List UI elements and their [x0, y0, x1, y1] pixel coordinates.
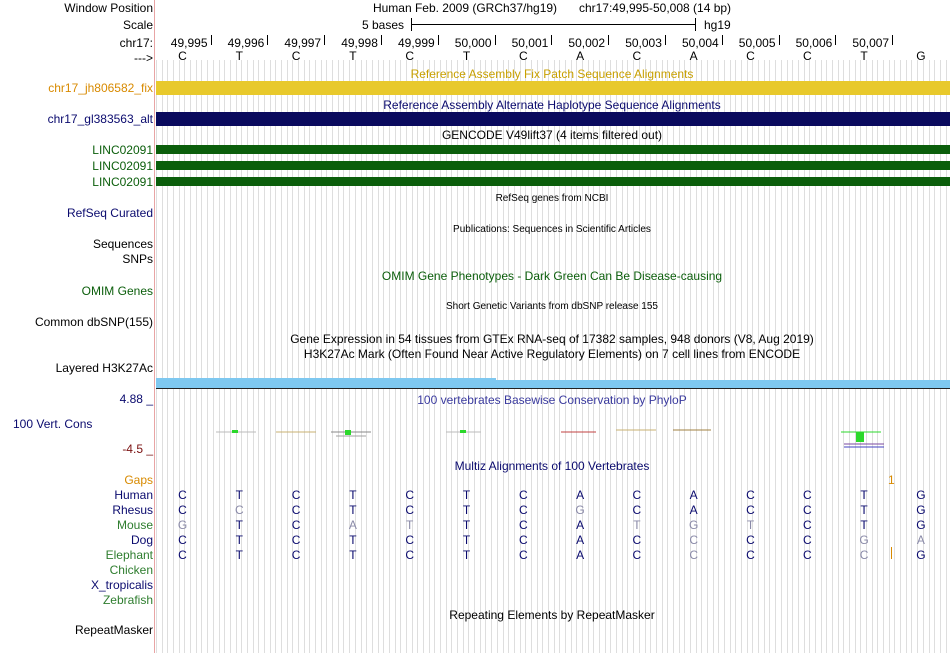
multiz-title[interactable]: Multiz Alignments of 100 Vertebrates [454, 459, 650, 473]
ruler-tick-mark [381, 35, 382, 45]
gtex-title[interactable]: Gene Expression in 54 tissues from GTEx RNA-seq of 17382 samples, 948 donors (V8, Aug 2019) [290, 332, 814, 346]
ruler-tick-label: 50,006 [795, 36, 833, 50]
db-label: hg19 [704, 18, 731, 32]
alignment-base: G [916, 488, 926, 502]
gaps-value: 1 [888, 473, 895, 487]
ruler-tick-mark [267, 35, 268, 45]
scale-label: Scale [122, 18, 153, 32]
ruler-tick-mark [892, 35, 893, 45]
gencode-title[interactable]: GENCODE V49lift37 (4 items filtered out) [441, 128, 663, 142]
h3k27ac-title[interactable]: H3K27Ac Mark (Often Found Near Active Regulatory Elements) on 7 cell lines from ENCODE [303, 347, 801, 361]
alignment-base: C [178, 488, 187, 502]
scale-bar-left-end [411, 18, 412, 31]
ruler-tick-label: 50,007 [852, 36, 890, 50]
ruler-tick-mark [608, 35, 609, 45]
alignment-base: C [518, 503, 528, 517]
reference-base: A [576, 49, 585, 63]
alignment-base: C [405, 488, 415, 502]
species-label-x_tropicalis[interactable]: X_tropicalis [90, 578, 153, 592]
fix-patch-title[interactable]: Reference Assembly Fix Patch Sequence Alignments [410, 67, 694, 81]
phylop-title[interactable]: 100 vertebrates Basewise Conservation by PhyloP [417, 393, 687, 407]
alignment-base: A [348, 518, 357, 532]
alignment-base: T [349, 503, 357, 517]
chrom-label: chr17: [119, 36, 153, 50]
species-label-elephant[interactable]: Elephant [105, 548, 153, 562]
species-label-mouse[interactable]: Mouse [116, 518, 153, 532]
reference-base: T [235, 49, 243, 63]
alignment-base: C [632, 503, 642, 517]
alignment-base: C [291, 488, 301, 502]
alignment-base: C [234, 503, 244, 517]
gaps-label[interactable]: Gaps [124, 473, 153, 487]
alignment-base: C [802, 488, 812, 502]
reference-base: C [518, 49, 528, 63]
alignment-base: C [405, 533, 415, 547]
scale-bar-right-end [695, 18, 696, 31]
alignment-base: C [178, 533, 187, 547]
alignment-base: T [462, 518, 471, 532]
sequences-label[interactable]: Sequences [92, 237, 153, 251]
reference-base: C [802, 49, 812, 63]
alignment-base: T [462, 533, 471, 547]
alignment-base: C [689, 548, 699, 562]
ruler-tick-label: 50,002 [568, 36, 606, 50]
alignment-base: T [349, 488, 357, 502]
phylop-plot[interactable] [156, 410, 950, 455]
alignment-base: C [291, 548, 301, 562]
alignment-base: A [576, 548, 585, 562]
dbsnp-title[interactable]: Short Genetic Variants from dbSNP release 155 [446, 301, 658, 312]
label-divider [154, 0, 155, 653]
alignment-base: C [802, 503, 812, 517]
gencode-item-label-3[interactable]: LINC02091 [92, 175, 153, 189]
alt-haplotype-label[interactable]: chr17_gl383563_alt [47, 112, 153, 126]
dbsnp-label[interactable]: Common dbSNP(155) [34, 315, 153, 329]
reference-base: C [405, 49, 415, 63]
ruler-tick-label: 49,997 [284, 36, 322, 50]
ruler-tick-mark [324, 35, 325, 45]
alignment-base: T [860, 518, 868, 532]
strand-arrow-label[interactable]: ---> [134, 51, 153, 65]
ruler-tick-mark [551, 35, 552, 45]
h3k27ac-signal-high[interactable] [156, 378, 496, 388]
fix-patch-label[interactable]: chr17_jh806582_fix [48, 81, 153, 95]
scale-bar [411, 24, 696, 25]
alignment-base: C [178, 503, 187, 517]
alignment-base: C [518, 488, 528, 502]
alignment-base: A [689, 503, 698, 517]
alignment-base: G [916, 548, 926, 562]
alignment-base: C [178, 548, 187, 562]
refseq-title[interactable]: RefSeq genes from NCBI [495, 193, 609, 204]
ruler-tick-label: 49,998 [341, 36, 378, 50]
alignment-base: C [291, 518, 301, 532]
alignment-base: C [746, 503, 755, 517]
species-label-rhesus[interactable]: Rhesus [112, 503, 153, 517]
repeatmasker-label[interactable]: RepeatMasker [74, 623, 153, 637]
h3k27ac-baseline [156, 388, 950, 389]
reference-base: C [291, 49, 301, 63]
reference-base: T [349, 49, 357, 63]
alignment-base: T [462, 503, 471, 517]
alignment-base: C [291, 503, 301, 517]
alignment-base: T [406, 518, 414, 532]
vert-cons-label[interactable]: 100 Vert. Cons [13, 417, 93, 431]
ruler-tick-label: 50,003 [625, 36, 662, 50]
alignment-base: G [859, 533, 869, 547]
alignment-base: A [576, 518, 585, 532]
ruler-tick-mark [835, 35, 836, 45]
fix-patch-bar[interactable] [156, 81, 950, 95]
alignment-base: C [859, 548, 869, 562]
species-label-zebrafish[interactable]: Zebrafish [102, 593, 153, 607]
alignment-base: C [746, 548, 755, 562]
reference-base: T [860, 49, 868, 63]
alignment-base: G [916, 518, 926, 532]
phylop-peak-1 [232, 430, 238, 433]
alignment-base: C [632, 488, 642, 502]
alignment-base: T [860, 503, 868, 517]
ruler-tick-label: 49,996 [227, 36, 265, 50]
alignment-base: G [575, 503, 585, 517]
species-label-chicken[interactable]: Chicken [109, 563, 153, 577]
scale-text: 5 bases [362, 18, 405, 32]
h3k27ac-signal-low[interactable] [496, 380, 950, 388]
alignment-base: C [802, 533, 812, 547]
reference-base: T [462, 49, 471, 63]
alignment-base: C [689, 533, 699, 547]
alignment-base: A [916, 533, 925, 547]
alignment-base: T [462, 488, 471, 502]
species-label-dog[interactable]: Dog [130, 533, 153, 547]
gencode-item-label-1[interactable]: LINC02091 [92, 143, 153, 157]
alt-haplotype-title[interactable]: Reference Assembly Alternate Haplotype Sequence Alignments [383, 98, 721, 112]
omim-title[interactable]: OMIM Gene Phenotypes - Dark Green Can Be Disease-causing [381, 269, 723, 283]
ruler-tick-label: 49,999 [397, 36, 435, 50]
alignment-base: G [916, 503, 926, 517]
alignment-base: T [349, 533, 357, 547]
gencode-item-bar-2[interactable] [156, 161, 950, 170]
ruler-tick-label: 50,004 [681, 36, 719, 50]
alignment-base: T [235, 533, 243, 547]
alignment-base: C [632, 533, 642, 547]
alignment-base: C [405, 548, 415, 562]
alignment-base: C [632, 548, 642, 562]
alignment-base: C [518, 518, 528, 532]
alignment-base: T [633, 518, 641, 532]
publications-title[interactable]: Publications: Sequences in Scientific Articles [453, 224, 651, 235]
gap-insert-mark [891, 547, 892, 559]
alignment-base: T [235, 488, 243, 502]
assembly-name: Human Feb. 2009 (GRCh37/hg19) [372, 1, 558, 15]
reference-base: C [178, 49, 187, 63]
alignment-base: T [860, 488, 868, 502]
repeatmasker-title[interactable]: Repeating Elements by RepeatMasker [449, 608, 655, 622]
reference-base: A [689, 49, 698, 63]
species-label-human[interactable]: Human [114, 488, 153, 502]
alignment-base: C [802, 548, 812, 562]
alignment-base: C [518, 533, 528, 547]
gencode-item-label-2[interactable]: LINC02091 [92, 159, 153, 173]
alignment-base: A [576, 488, 585, 502]
alt-haplotype-bar[interactable] [156, 112, 950, 126]
alignment-base: T [235, 548, 243, 562]
phylop-peak-8 [856, 432, 864, 442]
ruler-tick-mark [211, 35, 212, 45]
reference-base: C [746, 49, 755, 63]
gencode-item-bar-3[interactable] [156, 177, 950, 186]
alignment-base: G [177, 518, 188, 532]
alignment-base: A [576, 533, 585, 547]
refseq-label[interactable]: RefSeq Curated [66, 206, 153, 220]
alignment-base: C [405, 503, 415, 517]
gencode-item-bar-1[interactable] [156, 145, 950, 154]
reference-base: C [632, 49, 642, 63]
alignment-base: C [518, 548, 528, 562]
phylop-peak-3 [345, 430, 351, 435]
omim-label[interactable]: OMIM Genes [81, 284, 153, 298]
alignment-base: T [349, 548, 357, 562]
ruler-tick-label: 50,000 [454, 36, 492, 50]
ruler-tick-label: 50,001 [511, 36, 549, 50]
alignment-base: C [802, 518, 812, 532]
ruler-tick-label: 49,995 [170, 36, 208, 50]
ruler-tick-mark [665, 35, 666, 45]
alignment-base: C [746, 488, 755, 502]
alignment-base: T [462, 548, 471, 562]
ruler-tick-mark [779, 35, 780, 45]
phylop-max-label: 4.88 _ [119, 392, 153, 406]
window-position-label: Window Position [64, 1, 153, 15]
snps-label[interactable]: SNPs [122, 252, 153, 266]
reference-base: G [916, 49, 926, 63]
position-readout: chr17:49,995-50,008 (14 bp) [578, 1, 732, 15]
ruler-tick-mark [438, 35, 439, 45]
phylop-min-label: -4.5 _ [122, 442, 153, 456]
h3k27ac-label[interactable]: Layered H3K27Ac [55, 361, 153, 375]
alignment-base: T [746, 518, 755, 532]
alignment-base: C [291, 533, 301, 547]
ruler-tick-mark [495, 35, 496, 45]
alignment-base: T [235, 518, 243, 532]
ruler-tick-label: 50,005 [738, 36, 776, 50]
alignment-base: C [746, 533, 755, 547]
phylop-peak-4 [460, 430, 466, 433]
ruler-tick-mark [722, 35, 723, 45]
alignment-base: A [689, 488, 698, 502]
alignment-base: G [689, 518, 699, 532]
